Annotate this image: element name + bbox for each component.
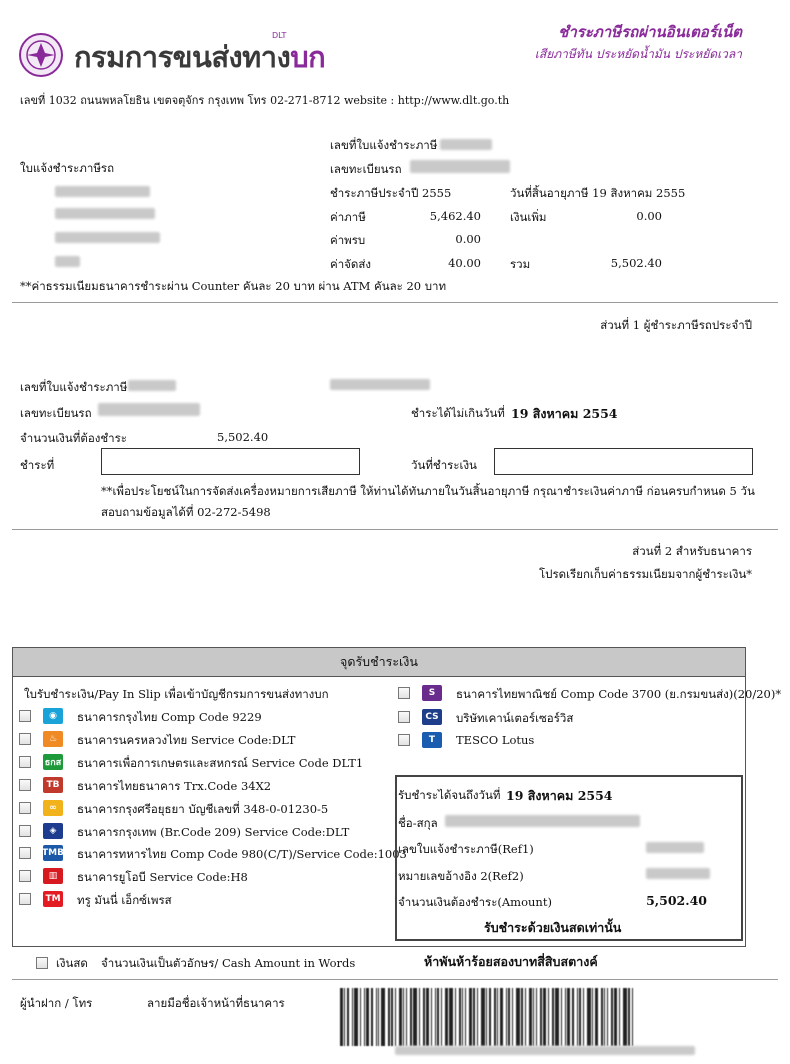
office-address: เลขที่ 1032 ถนนพหลโยธิน เขตจตุจักร กรุงเทพ โทร 02-271-8712 website : http://www.dlt.go.th [20,94,510,107]
paid-date-field[interactable] [494,448,753,475]
surcharge-value: 0.00 [636,209,662,223]
depositor-label: ผู้นำฝาก / โทร [20,996,93,1010]
divider-1 [12,302,778,303]
bank-checkbox[interactable] [19,779,31,791]
part1-pay-by-label: ชำระได้ไม่เกินวันที่ [411,406,505,420]
divider-3 [12,979,778,980]
bank-checkbox[interactable] [398,711,410,723]
summary-ref1-label: เลขใบแจ้งชำระภาษี(Ref1) [398,842,534,856]
part1-owner-redacted [330,379,430,390]
address-line3-redacted [55,256,80,267]
thaibank-icon: TB [43,777,63,793]
bank-checkbox[interactable] [19,802,31,814]
cash-label: เงินสด [56,956,88,970]
bank-label: ธนาคารยูโอบี Service Code:H8 [77,870,248,885]
bbl-icon: ◈ [43,823,63,839]
part1-paid-date-label: วันที่ชำระเงิน [411,458,477,472]
bank-label: ธนาคารไทยพาณิชย์ Comp Code 3700 (ย.กรมขนส่ง)(20/20)* [456,687,782,701]
paid-at-field[interactable] [101,448,360,475]
address-line2-redacted [55,232,160,243]
officer-signature-label: ลายมือชื่อเจ้าหน้าที่ธนาคาร [147,996,285,1010]
bank-checkbox[interactable] [19,870,31,882]
plate-label: เลขทะเบียนรถ [330,162,402,176]
bank-checkbox[interactable] [19,756,31,768]
accept-until-value: 19 สิงหาคม 2554 [506,788,613,803]
tax-expiry: วันที่สิ้นอายุภาษี 19 สิงหาคม 2555 [510,186,686,200]
cash-words-value: ห้าพันห้าร้อยสองบาทสี่สิบสตางค์ [424,954,598,969]
uob-icon: ▥ [43,868,63,884]
slogan-title: ชำระภาษีรถผ่านอินเตอร์เน็ต [558,23,742,41]
tax-year: ชำระภาษีประจำปี 2555 [330,186,452,200]
bank-label: บริษัทเคาน์เตอร์เซอร์วิส [456,710,574,725]
invoice-no-redacted [440,139,492,150]
bank-checkbox[interactable] [19,710,31,722]
plate-redacted [410,160,510,173]
logo-text-accent: บก [290,40,326,74]
bank-checkbox[interactable] [19,847,31,859]
summary-ref2-label: หมายเลขอ้างอิง 2(Ref2) [398,869,524,883]
bank-label: ธนาคารกรุงศรีอยุธยา บัญชีเลขที่ 348-0-01230-5 [77,801,329,816]
bank-checkbox[interactable] [398,734,410,746]
payment-points-header [12,647,746,677]
bank-checkbox[interactable] [19,893,31,905]
insurance-label: ค่าพรบ [330,233,366,247]
dlt-seal-logo [18,32,70,78]
bank-label: ธนาคารไทยธนาคาร Trx.Code 34X2 [77,778,272,793]
insurance-value: 0.00 [455,232,481,246]
summary-amount-value: 5,502.40 [646,893,707,908]
invoice-no-label: เลขที่ใบแจ้งชำระภาษี [330,138,438,152]
baac-icon: ธกส [43,754,63,770]
scib-icon: ♨ [43,731,63,747]
summary-name-redacted [445,815,640,827]
accept-until-label: รับชำระได้จนถึงวันที่ [398,788,501,802]
barcode-digits-redacted [395,1046,695,1055]
part2-title: ส่วนที่ 2 สำหรับธนาคาร [632,544,752,558]
owner-name-redacted [55,186,150,197]
part1-note-line2: สอบถามข้อมูลได้ที่ 02-272-5498 [101,505,271,519]
bank-label: TESCO Lotus [456,733,535,747]
total-value: 5,502.40 [610,256,662,270]
part1-paid-at-label: ชำระที่ [20,458,55,472]
bank-label: ธนาคารนครหลวงไทย Service Code:DLT [77,732,296,747]
part1-plate-redacted [98,403,200,416]
part1-invoice-no-redacted [128,380,176,391]
notice-title: ใบแจ้งชำระภาษีรถ [20,161,115,175]
bank-label: ธนาคารกรุงเทพ (Br.Code 209) Service Code:DLT [77,824,350,839]
summary-amount-label: จำนวนเงินต้องชำระ(Amount) [398,895,552,909]
bank-checkbox[interactable] [398,687,410,699]
cash-checkbox[interactable] [36,957,48,969]
pay-in-slip-title: ใบรับชำระเงิน/Pay In Slip เพื่อเข้าบัญชีกรมการขนส่งทางบก [24,687,329,701]
part1-invoice-no-label: เลขที่ใบแจ้งชำระภาษี [20,380,128,394]
bank-label: ธนาคารทหารไทย Comp Code 980(C/T)/Service Code:1003 [77,847,407,862]
total-label: รวม [510,257,531,271]
summary-ref2-redacted [646,868,710,879]
part1-amount-value: 5,502.40 [217,430,269,444]
tax-label: ค่าภาษี [330,210,366,224]
bank-label: ทรู มันนี่ เอ็กซ์เพรส [77,893,172,908]
logo-small-caption: DLT [272,31,287,40]
payment-barcode [340,988,740,1046]
scb-icon: S [422,685,442,701]
cash-only-notice: รับชำระด้วยเงินสดเท่านั้น [484,920,622,935]
shipping-value: 40.00 [448,256,481,270]
address-line1-redacted [55,208,155,219]
part1-pay-by-value: 19 สิงหาคม 2554 [511,406,618,421]
divider-2 [12,529,778,530]
surcharge-label: เงินเพิ่ม [510,210,547,224]
tax-value: 5,462.40 [429,209,481,223]
dlt-logo-text [74,34,325,80]
part1-amount-label: จำนวนเงินที่ต้องชำระ [20,431,127,445]
tesco-icon: T [422,732,442,748]
logo-text-main: กรมการขนส่งทาง [74,40,291,74]
tmb-icon: TMB [43,845,63,861]
payment-points-title: จุดรับชำระเงิน [340,654,418,669]
summary-ref1-redacted [646,842,704,853]
truemoney-icon: TM [43,891,63,907]
shipping-label: ค่าจัดส่ง [330,257,371,271]
part1-note-line1: **เพื่อประโยชน์ในการจัดส่งเครื่องหมายการเสียภาษี ให้ท่านได้ทันภายในวันสิ้นอายุภาษี กรุณาชำระเงินค่าภาษี ก่อนครบกำหนด 5 วัน [101,484,755,498]
slogan-subtitle: เสียภาษีทัน ประหยัดน้ำมัน ประหยัดเวลา [534,47,742,61]
cash-words-label: จำนวนเงินเป็นตัวอักษร/ Cash Amount in Words [101,956,356,970]
part1-title: ส่วนที่ 1 ผู้ชำระภาษีรถประจำปี [600,318,752,332]
bay-icon: ∞ [43,800,63,816]
counterservice-icon: CS [422,709,442,725]
bank-fee-note: **ค่าธรรมเนียมธนาคารชำระผ่าน Counter คันละ 20 บาท ผ่าน ATM คันละ 20 บาท [20,279,447,293]
bank-checkbox[interactable] [19,825,31,837]
ktb-icon: ◉ [43,708,63,724]
part1-plate-label: เลขทะเบียนรถ [20,406,92,420]
summary-name-label: ชื่อ-สกุล [398,816,438,830]
part2-fee-request: โปรดเรียกเก็บค่าธรรมเนียมจากผู้ชำระเงิน* [538,567,752,581]
bank-label: ธนาคารเพื่อการเกษตรและสหกรณ์ Service Code DLT1 [77,755,364,770]
bank-label: ธนาคารกรุงไทย Comp Code 9229 [77,710,262,724]
bank-checkbox[interactable] [19,733,31,745]
